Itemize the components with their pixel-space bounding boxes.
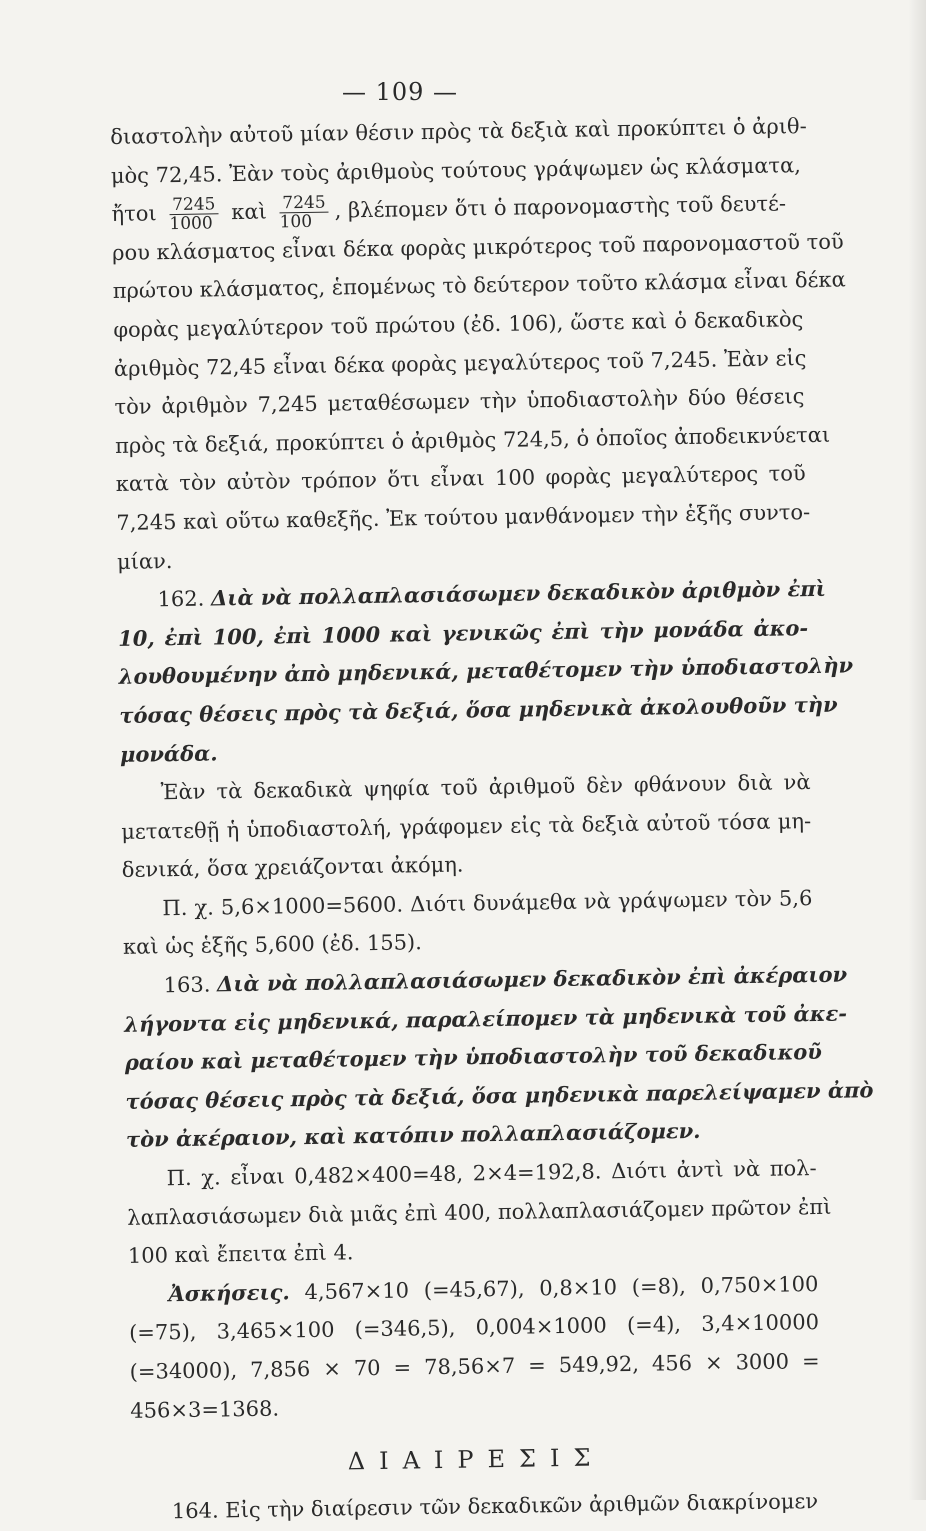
example-line: καὶ ὡς ἑξῆς 5,600 (ἐδ. 155). <box>122 930 423 960</box>
text-line: ἀριθμὸς 72,45 εἶναι δέκα φορὰς μεγαλύτερος τοῦ 7,245. Ἐὰν εἰς <box>113 345 807 381</box>
rule-text-line: 10, ἐπὶ 100, ἐπὶ 1000 καὶ γενικῶς ἐπὶ τὴν μονάδα ἀκο- <box>117 614 809 651</box>
section-heading: ΔΙΑΙΡΕΣΙΣ <box>347 1443 605 1476</box>
text-line: πρώτου κλάσματος, ἑπομένως τὸ δεύτερον τοῦτο κλάσμα εἶναι δέκα <box>112 267 846 304</box>
text-line: διαστολὴν αὐτοῦ μίαν θέσιν πρὸς τὰ δεξιὰ καὶ προκύπτει ὁ ἀριθ- <box>110 114 807 149</box>
text-line: Ἐὰν τὰ δεκαδικὰ ψηφία τοῦ ἀριθμοῦ δὲν φθάνουν διὰ νὰ <box>160 770 811 805</box>
text-line: μὸς 72,45. Ἐὰν τοὺς ἀριθμοὺς τούτους γράψωμεν ὡς κλάσματα, <box>110 152 802 188</box>
text-line: πρὸς τὰ δεξιά, προκύπτει ὁ ἀριθμὸς 724,5, ὁ ὁποῖος ἀποδεικνύεται <box>114 422 831 458</box>
text-line: 164. Εἰς τὴν διαίρεσιν τῶν δεκαδικῶν ἀριθμῶν διακρίνομεν <box>171 1488 819 1523</box>
rule-text-line: λήγοντα εἰς μηδενικά, παραλείπομεν τὰ μηδενικὰ τοῦ ἀκε- <box>124 1000 848 1037</box>
text-line: μίαν. <box>116 548 173 574</box>
example-line: λαπλασιάσωμεν διὰ μιᾶς ἐπὶ 400, πολλαπλασιάζομεν πρῶτον ἐπὶ <box>127 1194 832 1230</box>
rule-text-line: τὸν ἀκέραιον, καὶ κατόπιν πολλαπλασιάζομεν. <box>125 1118 701 1153</box>
exercises-label: Ἀσκήσεις. <box>168 1279 290 1307</box>
text-line: ρου κλάσματος εἶναι δέκα φορὰς μικρότερος τοῦ παρονομαστοῦ τοῦ <box>111 229 844 265</box>
section-number: 163. <box>163 972 211 998</box>
page-edge-shadow <box>908 0 926 1500</box>
example-line: Π. χ. εἶναι 0,482×400=48, 2×4=192,8. Διότι ἀντὶ νὰ πολ- <box>166 1156 817 1191</box>
text-line: κατὰ τὸν αὐτὸν τρόπον ὅτι εἶναι 100 φορὰς μεγαλύτερος τοῦ <box>115 461 806 497</box>
rule-text-line: μονάδα. <box>119 739 218 767</box>
rule-text-line: λουθουμένην ἀπὸ μηδενικά, μεταθέτομεν τὴν ὑποδιαστολὴν <box>118 652 854 690</box>
text-line: τὸν ἀριθμὸν 7,245 μεταθέσωμεν τὴν ὑποδιαστολὴν δύο θέσεις <box>114 384 805 420</box>
exercises-line: (=34000), 7,856 × 70 = 78,56×7 = 549,92, 456 × 3000 = <box>129 1349 820 1384</box>
example-line: Π. χ. 5,6×1000=5600. Διότι δυνάμεθα νὰ γράψωμεν τὸν 5,6 <box>162 885 813 921</box>
body-text <box>110 107 874 1531</box>
exercises-line: Ἀσκήσεις. 4,567×10 (=45,67), 0,8×10 (=8), 0,750×100 <box>168 1271 819 1307</box>
text-line-with-fractions: ἤτοι $\frac{7245}{1000}$ καὶ $\frac{7245}{100}$ , βλέπομεν ὅτι ὁ παρονομαστὴς τοῦ δευτέ- <box>111 191 787 235</box>
example-line: 100 καὶ ἔπειτα ἐπὶ 4. <box>127 1240 354 1269</box>
rule-163-line: 163. Διὰ νὰ πολλαπλασιάσωμεν δεκαδικὸν ἐπὶ ἀκέραιον <box>163 961 848 998</box>
section-number: 162. <box>157 586 205 612</box>
exercises-line: (=75), 3,465×100 (=346,5), 0,004×1000 (=4), 3,4×10000 <box>128 1310 820 1346</box>
rule-162-line: 162. Διὰ νὰ πολλαπλασιάσωμεν δεκαδικὸν ἀριθμὸν ἐπὶ <box>157 575 826 612</box>
text-line: μετατεθῇ ἡ ὑποδιαστολή, γράφομεν εἰς τὰ δεξιὰ αὐτοῦ τόσα μη- <box>121 808 812 844</box>
text-line: δενικά, ὅσα χρειάζονται ἀκόμη. <box>121 852 464 883</box>
rule-text-line: τόσας θέσεις πρὸς τὰ δεξιά, ὅσα μηδενικὰ παρελείψαμεν ἀπὸ <box>125 1076 874 1114</box>
text-line: 7,245 καὶ οὕτω καθεξῆς. Ἐκ τούτου μανθάνομεν τὴν ἑξῆς συντο- <box>116 499 811 535</box>
text-line: φορὰς μεγαλύτερον τοῦ πρώτου (ἐδ. 106), ὥστε καὶ ὁ δεκαδικὸς <box>113 307 804 342</box>
rule-text-line: τόσας θέσεις πρὸς τὰ δεξιά, ὅσα μηδενικὰ ἀκολουθοῦν τὴν <box>119 691 838 728</box>
fraction-7245-100: $\frac{7245}{100}$ <box>279 194 329 232</box>
exercises-line: 456×3=1368. <box>130 1396 280 1423</box>
fraction-7245-1000: $\frac{7245}{1000}$ <box>169 195 219 233</box>
rule-text-line: ραίου καὶ μεταθέτομεν τὴν ὑποδιαστολὴν τοῦ δεκαδικοῦ <box>124 1039 823 1076</box>
page-number: — 109 — <box>341 78 459 106</box>
